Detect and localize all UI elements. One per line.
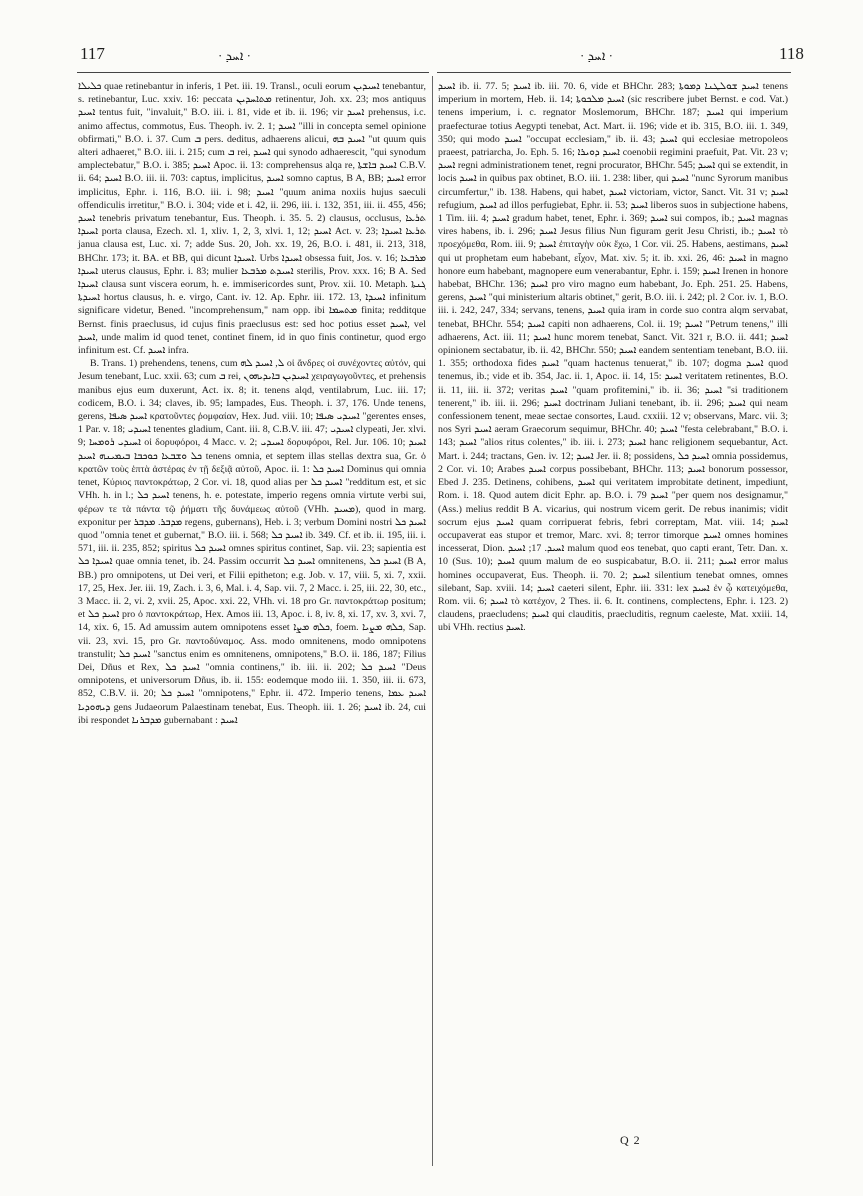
page-number-right: 118 [779,44,804,63]
right-paragraph-1: ܐܚܝܕ ib. ii. 77. 5; ܐܚܝܕ ib. iii. 70. 6, vide et BHChr. 283; ܐܚܝܕ ܫܘܠܛܢܐ ܕܡܘܬܐ tenens imperium in mortem, Heb. ii. 14; ܐܚܝܕ ܡܠܟܘܬܐ (sic rescribere jubet Bernst. e cod. Vat.) tenens imperium, i. c. regnator Moslemorum, BHChr. 187; ܐܚܝܕ qui imperium praefecturae totius Aegypti tenebat, Act. Mart. ii. 196; vide et ib. 315, B.O. iii. 1. 349, 350; qui modo ܐܚܝܕ "occupat ecclesiam," ib. ii. 43; ܐܚܝܕ qui ecclesiae metropoleos praeest, patriarcha, Jo. Eph. 5. 16; ܐܚܝܕ ܕܘܝܪܐ coenobii regimini praefuit, Pat. Vit. 23 v; ܐܚܝܕ regni administrationem tenet, regni procurator, BHChr. 545; ܐܚܝܕ qui se extendit, in locis ܐܚܝܕ in quibus pax obtinet, B.O. iii. 1. 238: liber, qui ܐܚܝܕ "nunc Syrorum manibus circumfertur," ib. 138. Habens, qui habet, ܐܚܝܕ victoriam, victor, Sanct. Vit. 31 v; ܐܚܝܕ refugium, ܐܚܝܕ ad illos perfugiebat, Ephr. ii. 53; ܐܚܝܕ liberos suos in subjectione habens, 1 Tim. iii. 4; ܐܚܝܕ gradum habet, tenet, Ephr. i. 369; ܐܚܝܕ sui compos, ib.; ܐܚܝܕ magnas vires habens, ib. i. 296; ܐܚܝܕ Jesus filius Nun figuram gerit Jesu Christi, ib.; ܐܚܝܕ τὸ προεχόμεθα, Rom. iii. 9; ܐܚܝܕ ἐπιταγὴν οὐκ ἔχω, 1 Cor. vii. 25. Habens, aestimans, ܐܚܝܕ qui ut prophetam eum habebant, εἶχον, Mat. xiv. 5; it. ib. xxi. 26, 46: ܐܚܝܕ in magno honore eum habebant, magnopere eum venerabantur, Ephr. i. 159; ܐܚܝܕ Irenen in honore habebat, BHChr. 136; ܐܚܝܕ pro viro magno eum habebant, Jo. Eph. 251. 25. Habens, gerens, ܐܚܝܕ "qui ministerium altaris obtinet," gerit, B.O. iii. i. 242; pl. 2 Cor. iv. 1, B.O. iii. i. 242, 247, 334; servans, tenens, ܐܚܝܕ quia iram in corde suo contra alqm servabat, tenebat, BHChr. 554; ܐܚܝܕ capiti non adhaerens, Col. ii. 19; ܐܚܝܕ "Petrum tenens," illi adhaerens, Act. iii. 11; ܐܚܝܕ hunc morem tenebat, Sanct. Vit. 321 r, B.O. ii. 441; ܐܚܝܕ opinionem sectabatur, ib. ii. 42, BHChr. 550; ܐܚܝܕ eandem sententiam tenebant, B.O. iii. 1. 355; orthodoxa fides ܐܚܝܕ "quam hactenus tenuerat," ib. 107; dogma ܐܚܝܕ quod tenemus, ib.; vide et ib. 354, Jac. ii. 1, Apoc. ii. 14, 15: ܐܚܝܕ veritatem retinentes, B.O. ii. 11, iii. ii. 372; veritas ܐܚܝܕ "quam profitemini," ib. ii. 36; ܐܚܝܕ "si traditionem tenerent," ib. iii. ii. 296; ܐܚܝܕ doctrinam Juliani tenebant, ib. ii. 296; ܐܚܝܕ qui neam confessionem tenent, meae sectae consortes, Laud. cxxiii. 12 v; observans, Marc. vii. 3; nos Syri ܐܚܝܕ aeram Graecorum sequimur, BHChr. 40; ܐܚܝܕ "festa celebrabant," B.O. i. 143; ܐܚܝܕ "alios ritus colentes," ib. iii. i. 273; ܐܚܝܕ hanc religionem sequebantur, Act. Mart. i. 244; tractans, Gen. iv. 12; ܐܚܝܕ Jer. ii. 8; possidens, ܐܚܝܕ ܟܠ omnia possidemus, 2 Cor. vi. 10; Arabes ܐܚܝܕ corpus possibebant, BHChr. 113; ܐܚܝܕ bonorum possessor, Ebed J. 235. Detinens, cohibens, ܐܚܝܕ qui veritatem improbitate detinent, impediunt, Rom. i. 18. Quod autem dicit Ephr. ap. B.O. i. 79 ܐܚܝܕ "per quem nos designamur," (Ass.) melius reddit B A. vicarius, qui nostrum vicem gerit. De rebus inanimis; vidit socrum ejus ܐܚܝܕ quam corripuerat febris, febri correptam, Mat. viii. 14; ܐܚܝܕ occupaverat eas stupor et tremor, Marc. xvi. 8; terror timorque ܐܚܝܕ omnes homines incesserat, Dion. ܐܚܝܕ. 17; ܐܚܝܕ malum quod eos tenebat, quo capti erant, Tetr. Dan. x. 10 (Sus. 10); ܐܚܝܕ quum malum de eo suspicabatur, B.O. ii. 211; ܐܚܝܕ error malus homines occupaverat, Eus. Theoph. ii. 70. 2; ܐܚܝܕ silentium tenebat omnes, omnes silebant, Sap. xviii. 14; ܐܚܝܕ caeteri silent, Ephr. iii. 331: lex ܐܚܝܕ ἐν ᾧ κατειχόμεθα, Rom. vii. 6; ܐܚܝܕ τὸ κατέχον, 2 Thes. ii. 6. It. continens, complectens, Ephr. i. 123. 2) claudens, praecludens; ܐܚܝܕ qui clauditis, praecluditis, regnum caeleste, Mat. xxiii. 14, ubi VHh. rectius ܐܚܝܕ. [438,81,789,634]
column-divider [432,76,433,1166]
header-rule-right [437,72,791,73]
left-paragraph-1: ܟܠܝܠܐ quae retinebantur in inferis, 1 Pet. iii. 19. Transl., oculi eorum ܐܚܝܕܝܢ tenebantur, s. retinebantur, Luc. xxiv. 16: peccata ܡܬܐܚܕܝܢ retinentur, Joh. xx. 23; mos antiquus ܐܚܝܕ tentus fuit, "invaluit," B.O. iii. i. 81, vide et ib. ii. 196; vir ܐܚܝܕ prehensus, i.c. animo affectus, commotus, Eus. Theoph. iv. 2. 1; ܐܚܝܕ "illi in concepta semel opinione obfirmati," B.O. i. 37. Cum ܒ pers. deditus, adhaerens alicui, ܐܚܝܕ ܒܗ "ut quum quis alteri adhaeret," B.O. iii. i. 215; cum ܒ rei, ܐܚܝܕ qui synodo adhaerescit, "qui synodum amplectebatur," B.O. i. 385; ܐܚܝܕ Apoc. ii. 13: comprehensus alqa re, ܐܚܝܕ ܒܐܫܬܐ C.B.V. ii. 64; ܐܚܝܕ B.O. iii. ii. 703: captus, implicitus, ܐܚܝܕ somno captus, B A, BB; ܐܚܝܕ error implicitus, Ephr. i. 116, B.O. iii. i. 98; ܐܚܝܕ "quum anima noxiis hujus saeculi offendiculis irretitur," B.O. i. 304; vide et i. 42, ii. 296, iii. i. 132, 351, iii. ii. 455, 456; ܐܚܝܕ tenebris privatum tenebantur, Eus. Theoph. i. 35. 5. 2) clausus, occlusus, ܬܪܥܐ ܐܚܝܕܐ porta clausa, Ezech. xl. 1, xliv. 1, 2, 3, xlvi. 1, 12; ܐܚܝܕ Act. v. 23; ܬܪܥܐ ܐܚܝܕܐ janua clausa est, Luc. xi. 7; adde Sus. 20, Joh. xx. 19, 26, B.O. i. 481, ii. 213, 318, BHChr. 173; it. BA. et BB, qui dicunt ܐܚܝܕܐ. Urbs ܐܚܝܕܐ obsessa fuit, Jos. v. 16; ܡܪܒܥܐ ܐܚܝܕܐ uterus clausus, Ephr. i. 83; mulier ܐܚܝܕܬ ܡܪܒܥܐ sterilis, Prov. xxx. 16; B A. Sed ܐܚܝܕܐ clausa sunt viscera eorum, h. e. immisericordes sunt, Prov. xii. 10. Metaph. ܓܢܬܐ ܐܚܝܕܬܐ hortus clausus, h. e. virgo, Cant. iv. 12. Ap. Ephr. iii. 172. 13, ܐܚܝܕܐ infinitum significare videtur, Bened. "incomprehensum," nam opp. ibi ܡܬܚܡܐ finita; redditque Bernst. finis praeclusus, id cujus finis praeclusus est: sed hoc potius esset ܐܚܝܕ, vel ܐܚܝܕ, unde malim id quod tenet, continet finem, id in quo finis continetur, quod ergo infinitum est. Cf. ܐܚܝܕ infra. [78,81,427,357]
signature-mark: Q 2 [620,1133,641,1147]
running-head-left: · ܐܚܕ · [218,48,251,63]
left-column [78,80,426,727]
right-column [438,80,788,635]
header-rule-left [77,72,429,73]
page-number-left: 117 [80,44,105,63]
left-paragraph-2: B. Trans. 1) prehendens, tenens, cum ܠ, ܐܚܝܕ ܠܗ οἱ ἄνδρες οἱ συνέχοντες αὐτόν, qui Jesum tenebant, Luc. xxii. 63; cum ܒ rei, ܐܚܝܕܝܢ ܒܐܝܕܝܗܘܢ χειραγωγοῦντες, et prehensis manibus ejus eum duxerunt, Act. ix. 8; it. tenens alqd, ventilabrum, Luc. iii. 17; codicem, B.O. i. 34; claves, ib. 95; lampades, Eus. Theoph. i. 37, 176. Unde tenens, gerens, ܐܚܝܕ ܣܝܦܐ κρατοῦντες ῥομφαίαν, Hex. Jud. viii. 10; ܐܚܝܕܝ ܣܝܦܐ "gerentes enses, 1 Par. v. 18; ܐܚܝܕܝ tenentes gladium, Cant. iii. 8, C.B.V. iii. 47; ܐܚܝܕܝ clypeati, Jer. xlvi. 9; ܐܚܝܕܝ ܪܘܡܚܐ οἱ δορυφόροι, 4 Macc. v. 2; ܐܚܝܕܝ δορυφόροι, Rel. Jur. 106. 10; ܐܚܝܕ ܟܠ ܘܫܒܥܐ ܟܘܟܒܐ ܒܝܡܝܢܗ ܐܚܝܕ tenens omnia, et septem illas stellas dextra sua, Gr. ὁ κρατῶν τοὺς ἑπτὰ ἀστέρας ἐν τῇ δεξιᾷ αὐτοῦ, Apoc. ii. 1: ܐܚܝܕ ܟܠ Dominus qui omnia tenet, Κύριος παντοκράτωρ, 2 Cor. vi. 18, quod alias per ܐܚܝܕ ܟܠ "redditum est, et sic VHh. h. in l.; ܐܚܝܕ ܟܠ tenens, h. e. potestate, imperio regens omnia virtute verbi sui, φέρων τε τὰ πάντα τῷ ῥήματι τῆς δυνάμεως αὐτοῦ (VHh. ܡܚܝܕ), quod in marg. exponitur per ܡܕܒܪ. ܡܕܒܪ regens, gubernans), Heb. i. 3; verbum Domini nostri ܐܚܝܕ ܟܠ quod "omnia tenet et gubernat," B.O. iii. i. 568; ܐܚܝܕ ܟܠ ib. 349. Cf. et ib. ii. 195, iii. i. 571, iii. ii. 235, 852; spiritus ܐܚܝܕ ܟܠ omnes spiritus continet, Sap. vii. 23; sapientia est ܐܚܝܕܐ ܟܠ quae omnia tenet, ib. 24. Passim occurrit ܐܚܝܕ ܟܠ omnitenens, ܐܚܝܕ ܟܠ (B A, BB.) pro omnipotens, ut Dei veri, et Filii epitheton; e.g. Job. v. 17, viii. 5, xi. 7, xxii. 17, 25, Hex. Jer. iii. 19, Zach. i. 3, 6, Mal. i. 4, Sap. vii. 7, 2 Macc. i. 25, iii. 22, 30, etc., 3 Macc. ii. 2, vi. 2, xvii. 25, Apoc. xxi. 22, VHh. vi. 18 pro Gr. παντοκράτωρ positum; et ܐܚܝܕ ܟܠ pro ὁ παντοκράτωρ, Hex. Amos iii. 13, Apoc. i. 8, iv. 8, xi. 17, xv. 3, xvi. 7, 14, xix. 6, 15. Ad amussim autem omnipotens esset ܟܠܗ ܡܨܐ, foem. ܟܠܗ ܡܨܝܐ, Sap. vii. 23, xvi. 15, pro Gr. παντοδύναμος. Ass. modo omnitenens, modo omnipotens transtulit; ܐܚܝܕ ܟܠ "sanctus enim es omnitenens, omnipotens," B.O. ii. 186, 187; Filius Dei, Dñus et Rex, ܐܚܝܕ ܟܠ "omnia continens," ib. iii. ii. 202; ܐܚܝܕ ܟܠ "Deus omnipotens, et universorum Dñus, ib. ii. 155: eodemque modo iii. 1. 350, iii. ii. 673, 852, C.B.V. ii. 20; ܐܚܝܕ ܟܠ "omnipotens," Ephr. ii. 472. Imperio tenens, ܐܚܝܕ ܥܡܐ ܕܝܗܘܕܝܐ gens Judaeorum Palaestinam tenebat, Eus. Theoph. iii. 1. 26; ܐܚܝܕ ib. 24, cui ibi respondet ܡܕܒܪܢܐ gubernabant : ܐܚܝܕ [78,358,427,726]
running-head-right: · ܐܚܕ · [580,48,613,63]
